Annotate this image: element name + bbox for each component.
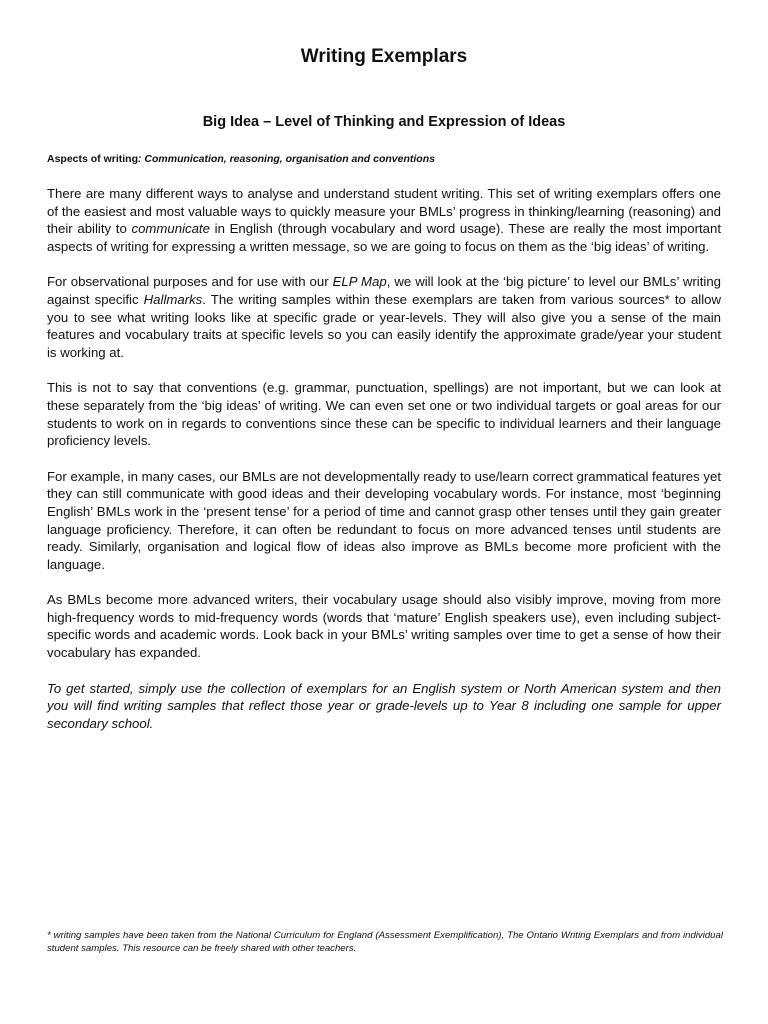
- aspects-value: : Communication, reasoning, organisation and conventions: [138, 153, 435, 165]
- body-text: [47, 185, 721, 750]
- paragraph-2-part-3: . The writing samples within these exemplars are taken from various sources* to allow you to see what writing looks like at specific grade or year-levels. They will also give you a sense of the main features and vocabulary traits at specific levels so you can easily identify the approximate grade/year your student is working at.: [47, 291, 721, 360]
- aspects-label: Aspects of writing: [47, 153, 139, 165]
- paragraph-2: [47, 273, 721, 361]
- paragraph-2-emphasis-1: ELP Map: [332, 274, 387, 290]
- paragraph-2-part-2: , we will look at the ‘big picture’ to level our BMLs’ writing against specific: [47, 274, 721, 307]
- page-title: Writing Exemplars: [300, 46, 468, 67]
- paragraph-4: For example, in many cases, our BMLs are not developmentally ready to use/learn correct grammatical features yet they can still communicate with good ideas and their developing vocabulary words. For instance, most ‘beginning English’ BMLs work in the ‘present tense’ for a period of time and cannot grasp other tenses until they gain greater language proficiency. Therefore, it can often be redundant to focus on more advanced tenses until students are ready. Similarly, organisation and logical flow of ideas also improve as BMLs become more proficient with the language.: [47, 468, 721, 572]
- aspects-line: [47, 153, 435, 165]
- paragraph-3: This is not to say that conventions (e.g. grammar, punctuation, spellings) are not important, but we can look at these separately from the ‘big ideas’ of writing. We can even set one or two individual targets or goal areas for our students to work on in regards to conventions since these can be specific to individual learners and their language proficiency levels.: [47, 380, 721, 449]
- paragraph-5: As BMLs become more advanced writers, their vocabulary usage should also visibly improve, moving from more high-frequency words to mid-frequency words (words that ‘mature’ English speakers use), even including subject-specific words and academic words. Look back in your BMLs’ writing samples over time to get a sense of how their vocabulary has expanded.: [47, 592, 721, 661]
- paragraph-2-emphasis-2: Hallmarks: [143, 291, 203, 307]
- page-subtitle: Big Idea – Level of Thinking and Expression of Ideas: [202, 114, 566, 130]
- paragraph-1: [47, 185, 721, 255]
- paragraph-1-part-2: in English (through vocabulary and word usage). These are really the most important aspects of writing for expressing a written message, so we are going to focus on them as the ‘big ideas’ of writing.: [47, 221, 721, 254]
- paragraph-1-emphasis: communicate: [131, 221, 210, 237]
- footnote: * writing samples have been taken from the National Curriculum for England (Assessment Exemplification), The Ontario Writing Exemplars and from individual student samples. This resource can be freely shared with other teachers.: [47, 930, 723, 954]
- paragraph-1-part-1: There are many different ways to analyse and understand student writing. This set of writing exemplars offers one of the easiest and most valuable ways to quickly measure your BMLs’ progress in thinking/learning (reasoning) and their ability to: [47, 186, 721, 237]
- paragraph-6: To get started, simply use the collection of exemplars for an English system or North American system and then you will find writing samples that reflect those year or grade-levels up to Year 8 including one sample for upper secondary school.: [47, 680, 721, 731]
- paragraph-2-part-1: For observational purposes and for use with our: [47, 274, 333, 290]
